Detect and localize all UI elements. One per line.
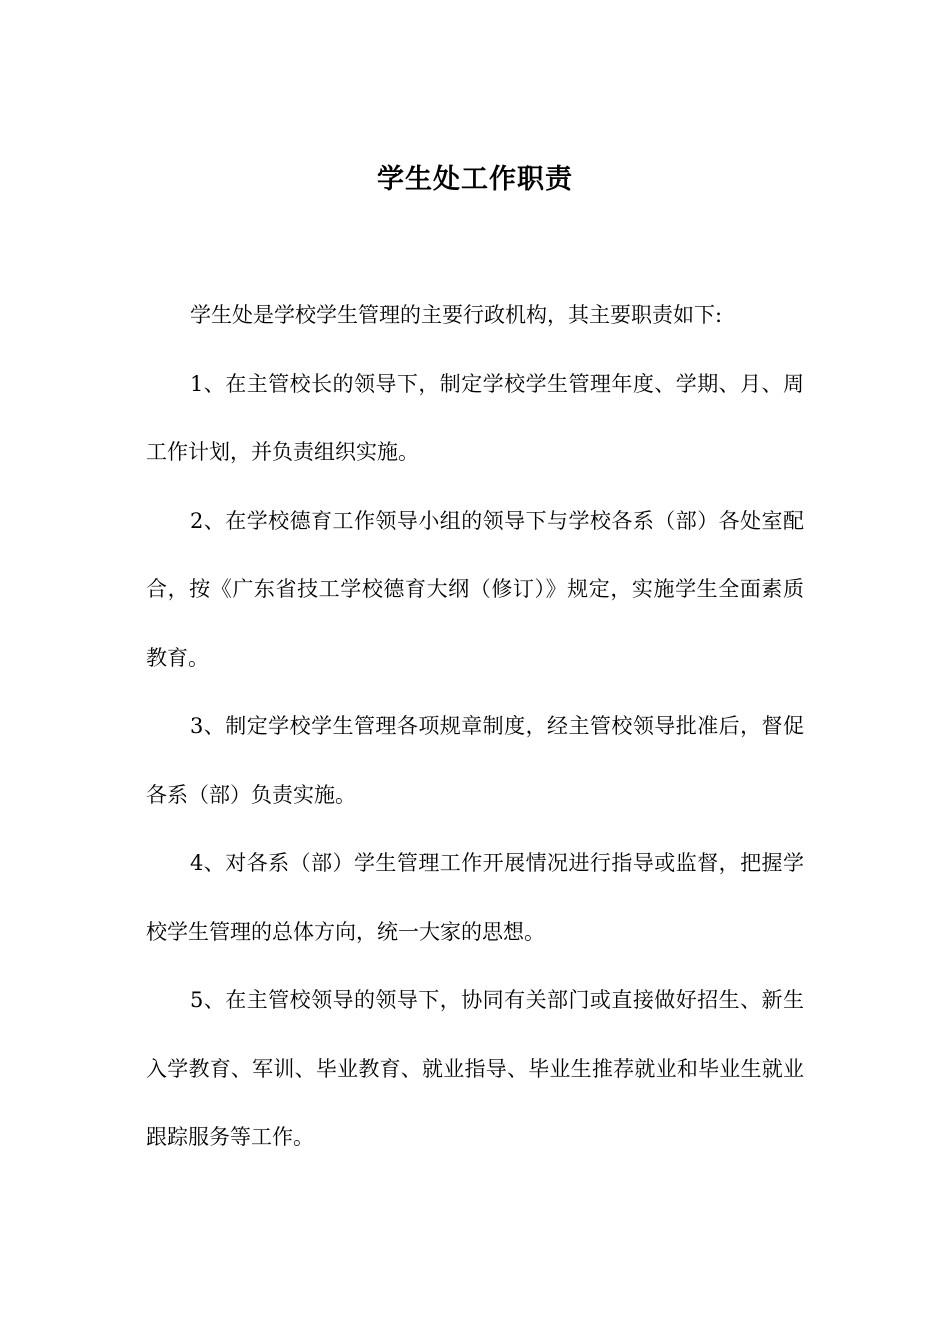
duty-item-2: 2、在学校德育工作领导小组的领导下与学校各系（部）各处室配合，按《广东省技工学校德育大纲（修订）》规定，实施学生全面素质教育。 [146,508,804,670]
duty-item-1: 1、在主管校长的领导下，制定学校学生管理年度、学期、月、周工作计划，并负责组织实施。 [146,371,804,464]
document-title: 学生处工作职责 [377,164,573,195]
intro-paragraph: 学生处是学校学生管理的主要行政机构，其主要职责如下: [190,303,723,327]
duty-item-5: 5、在主管校领导的领导下，协同有关部门或直接做好招生、新生入学教育、军训、毕业教育、就业指导、毕业生推荐就业和毕业生就业跟踪服务等工作。 [146,988,804,1149]
duty-item-4: 4、对各系（部）学生管理工作开展情况进行指导或监督，把握学校学生管理的总体方向，统一大家的思想。 [146,851,804,944]
duty-item-3: 3、制定学校学生管理各项规章制度，经主管校领导批准后，督促各系（部）负责实施。 [146,714,804,807]
document-body [146,281,804,1172]
